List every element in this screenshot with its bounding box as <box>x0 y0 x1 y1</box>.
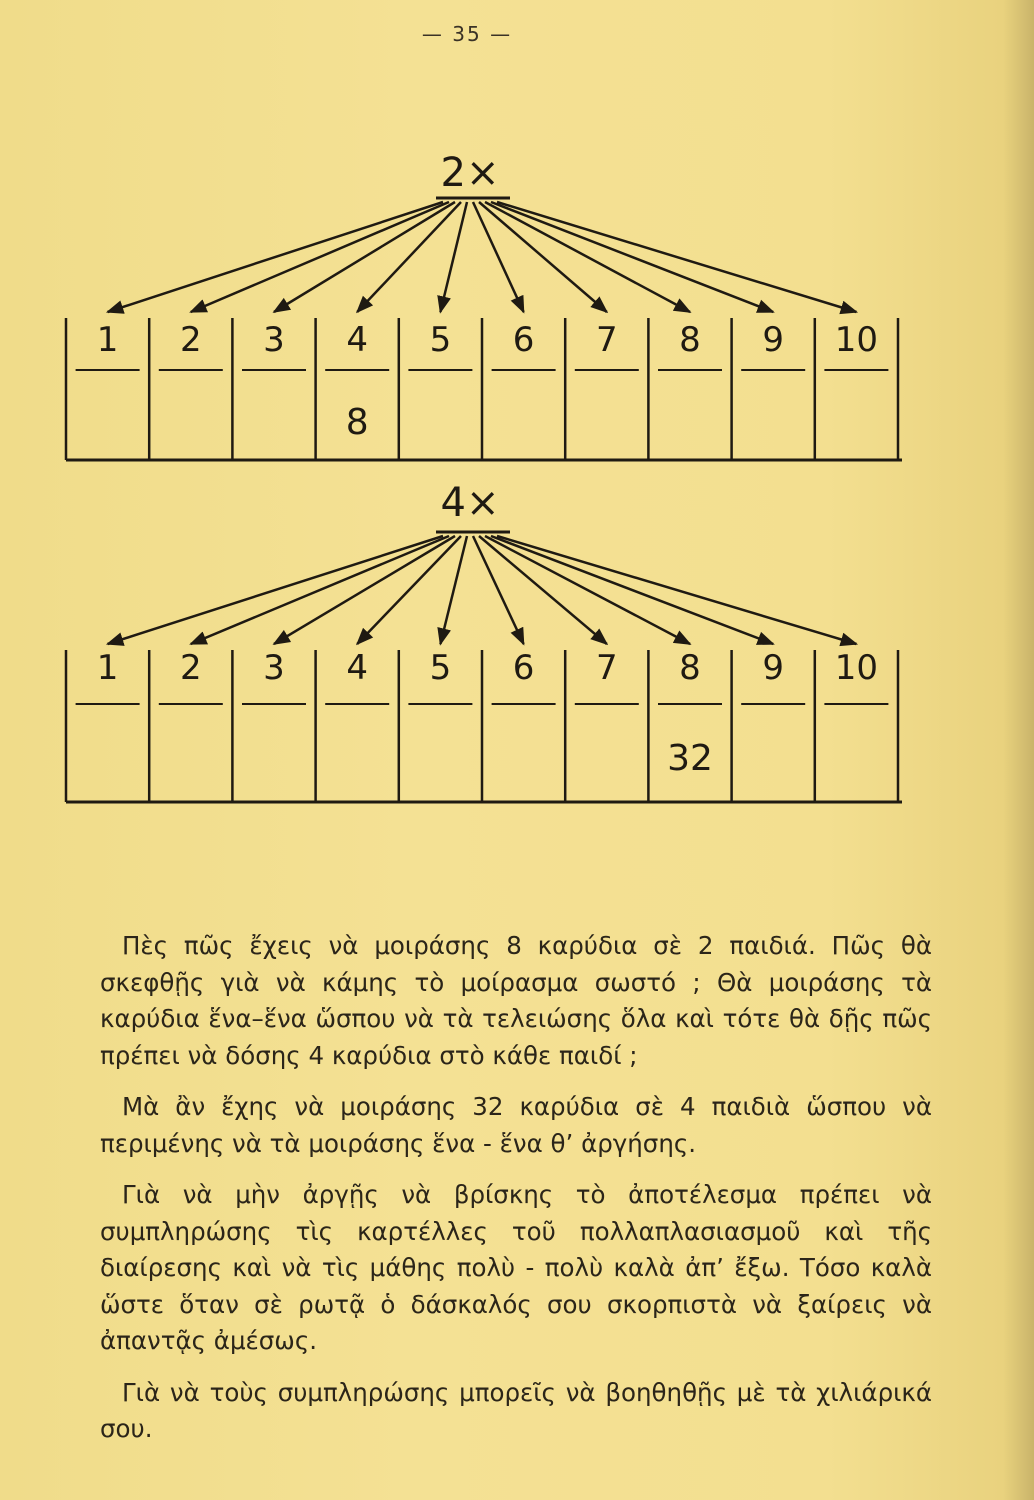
paragraph: Γιὰ νὰ μὴν ἀργῇς νὰ βρίσκης τὸ ἀποτέλεσμα πρέπει νὰ συμπληρώσης τὶς καρτέλλες τοῦ πολλαπλασιασμοῦ καὶ τῆς διαίρεσης καὶ νὰ τὶς μάθης πολὺ - πολὺ καλὰ ἀπ’ ἔξω. Τόσο καλὰ ὥστε ὅταν σὲ ρωτᾷ ὁ δάσκαλός σου σκορπιστὰ νὰ ξαίρεις νὰ ἀπαντᾷς ἀμέσως. <box>100 1180 932 1355</box>
cell-number: 8 <box>679 320 701 360</box>
paragraph: Πὲς πῶς ἔχεις νὰ μοιράσης 8 καρύδια σὲ 2 παιδιά. Πῶς θὰ σκεφθῇς γιὰ νὰ κάμης τὸ μοίρασμα σωστό ; Θὰ μοιράσης τὰ καρύδια ἕνα–ἕνα ὥσπου νὰ τὰ τελειώσης ὅλα καὶ τότε θὰ δῇς πῶς πρέπει νὰ δόσης 4 καρύδια στὸ κάθε παιδί ; <box>100 931 932 1070</box>
arrow <box>497 536 856 644</box>
page-number: — 35 — <box>421 22 513 46</box>
cell-number: 10 <box>834 320 879 360</box>
cell-number: 3 <box>263 320 285 360</box>
arrow <box>274 202 455 312</box>
cell-number: 3 <box>263 648 285 688</box>
arrow <box>491 536 773 644</box>
cell-number: 2 <box>179 320 202 360</box>
arrow <box>108 536 443 644</box>
body-text <box>100 928 932 1463</box>
cell-number: 7 <box>595 648 618 688</box>
arrow <box>497 202 856 312</box>
cell-number: 4 <box>346 320 368 360</box>
multiplication-diagram-2x <box>0 150 1034 510</box>
cell-number: 7 <box>595 320 618 360</box>
cell-number: 5 <box>429 320 452 360</box>
cell-number: 4 <box>346 648 368 688</box>
arrow <box>274 536 455 644</box>
cell-number: 1 <box>96 320 119 360</box>
multiplication-diagram-4x <box>0 480 1034 840</box>
cell-result: 8 <box>345 402 369 443</box>
cell-number: 9 <box>762 320 784 360</box>
cell-number: 5 <box>429 648 452 688</box>
cell-number: 10 <box>834 648 879 688</box>
cell-number: 1 <box>96 648 119 688</box>
multiplier-label: 2× <box>440 150 500 196</box>
cell-number: 6 <box>512 320 535 360</box>
cell-number: 6 <box>512 648 535 688</box>
cell-result: 32 <box>667 738 713 779</box>
multiplier-label: 4× <box>440 480 500 526</box>
paragraph: Μὰ ἂν ἔχης νὰ μοιράσης 32 καρύδια σὲ 4 παιδιὰ ὥσπου νὰ περιμένης νὰ τὰ μοιράσης ἕνα - ἕνα θ’ ἀργήσης. <box>100 1092 932 1158</box>
cell-number: 8 <box>679 648 701 688</box>
cell-number: 9 <box>762 648 784 688</box>
arrow <box>108 202 443 312</box>
cell-number: 2 <box>179 648 202 688</box>
arrow <box>491 202 773 312</box>
paragraph: Γιὰ νὰ τοὺς συμπληρώσης μπορεῖς νὰ βοηθηθῇς μὲ τὰ χιλιάρικά σου. <box>100 1377 932 1443</box>
